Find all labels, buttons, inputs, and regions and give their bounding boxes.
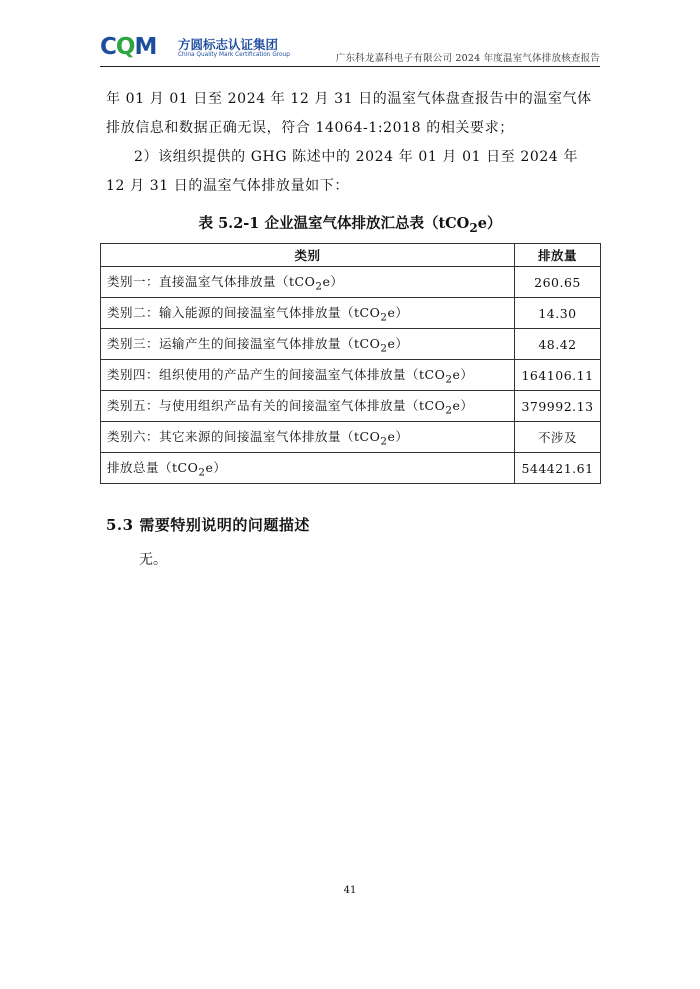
paragraph-conclusion: 年 01 月 01 日至 2024 年 12 月 31 日的温室气体盘查报告中的温室气体排放信息和数据正确无误，符合 14064-1:2018 的相关要求； [106,91,592,136]
paragraph-emission-intro: 2）该组织提供的 GHG 陈述中的 2024 年 01 月 01 日至 2024 年 12 月 31 日的温室气体排放量如下： [106,149,579,194]
unit-suffix: e） [387,428,409,444]
logo-name-cn: 方圆标志认证集团 [178,37,279,52]
category-label: 类别四：组织使用的产品产生的间接温室气体排放量 [107,366,407,382]
category-label: 类别三：运输产生的间接温室气体排放量 [107,335,342,351]
emission-summary-table [100,243,601,484]
report-title: 广东科龙嘉科电子有限公司 2024 年度温室气体排放核查报告 [335,53,600,64]
emission-value: 48.42 [515,329,601,360]
unit-suffix: e） [452,397,474,413]
emission-value: 164106.11 [515,360,601,391]
section-body: 无。 [139,552,167,568]
category-cell [101,329,515,360]
column-header-category: 类别 [101,244,515,267]
unit-subscript: 2 [315,280,323,293]
table-row [101,329,601,360]
unit-subscript: 2 [445,373,453,386]
category-label: 类别二：输入能源的间接温室气体排放量 [107,304,342,320]
unit-subscript: 2 [445,404,453,417]
category-cell [101,267,515,298]
category-label: 类别五：与使用组织产品有关的间接温室气体排放量 [107,397,407,413]
unit-prefix: （tCO [406,366,446,382]
category-cell [101,453,515,484]
unit-suffix: e） [205,459,227,475]
unit-suffix: e） [387,304,409,320]
unit-prefix: （tCO [341,428,381,444]
table-body [101,267,601,484]
unit-subscript: 2 [380,342,388,355]
table-row [101,453,601,484]
logo-name-en: China Quality Mark Certification Group [178,52,290,58]
category-label: 排放总量 [107,459,160,475]
unit-subscript: 2 [380,311,388,324]
unit-prefix: （tCO [159,459,199,475]
unit-suffix: e） [387,335,409,351]
category-label: 类别六：其它来源的间接温室气体排放量 [107,428,342,444]
table-row [101,391,601,422]
logo-mark: CQM [100,34,157,60]
header-divider [100,66,600,67]
category-cell [101,422,515,453]
unit-subscript: 2 [198,466,206,479]
table-row [101,298,601,329]
emission-value: 14.30 [515,298,601,329]
emission-value: 544421.61 [515,453,601,484]
unit-suffix: e） [322,273,344,289]
table-row [101,360,601,391]
emission-value: 不涉及 [515,422,601,453]
category-cell [101,360,515,391]
category-cell [101,391,515,422]
section-heading: 5.3 需要特别说明的问题描述 [106,516,310,534]
unit-suffix: e） [452,366,474,382]
unit-prefix: （tCO [341,335,381,351]
unit-subscript: 2 [380,435,388,448]
unit-prefix: （tCO [406,397,446,413]
table-title: 表 5.2-1 企业温室气体排放汇总表（tCO$_2$e） [198,215,502,235]
emission-value: 260.65 [515,267,601,298]
page-number: 41 [343,885,357,896]
table-row [101,422,601,453]
category-label: 类别一：直接温室气体排放量 [107,273,277,289]
table-header-row [101,244,601,267]
unit-prefix: （tCO [276,273,316,289]
column-header-emission: 排放量 [515,244,601,267]
emission-value: 379992.13 [515,391,601,422]
unit-prefix: （tCO [341,304,381,320]
category-cell [101,298,515,329]
page-header [100,32,600,68]
table-row [101,267,601,298]
